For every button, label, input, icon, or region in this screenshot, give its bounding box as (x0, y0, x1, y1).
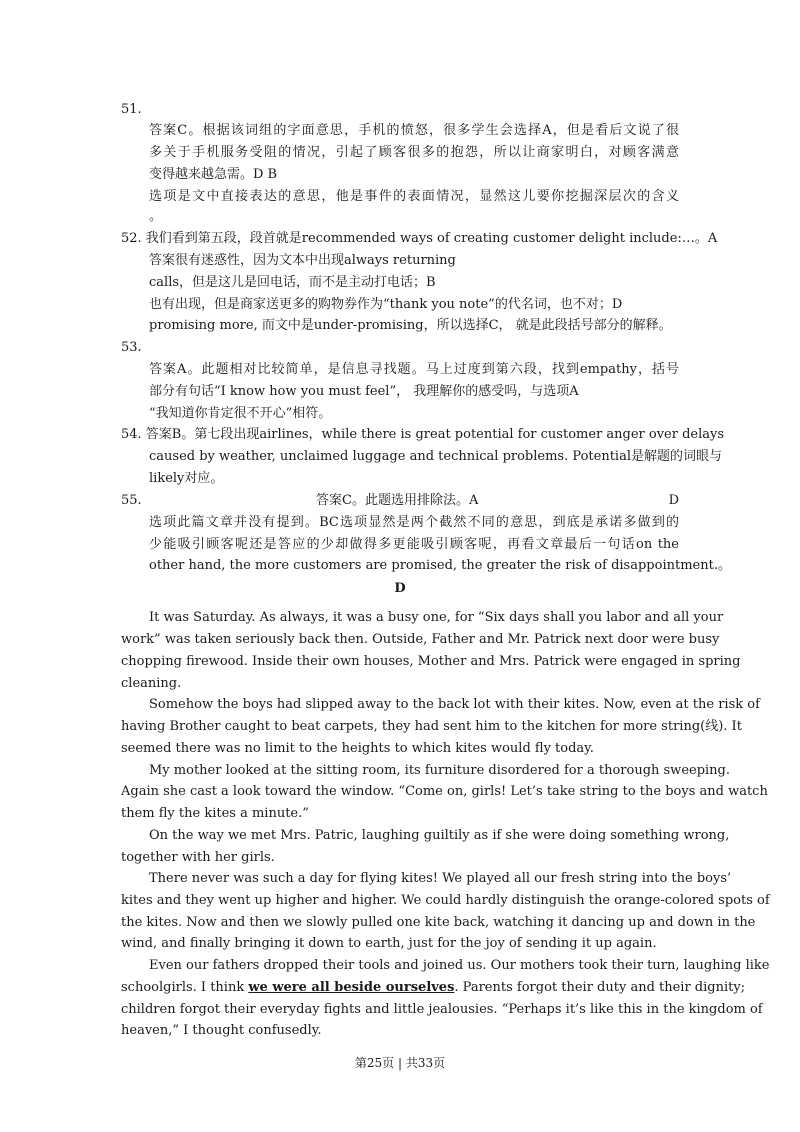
q52-line: 也有出现，但是商家送更多的购物券作为“thank you note”的代名词，也不对；D (149, 297, 623, 312)
q52-line: 52. 我们看到第五段，段首就是recommended ways of creating customer delight include:…。A (121, 231, 718, 246)
q51-line: 变得越来越急需。D B (149, 167, 278, 182)
underlined-phrase: we were all beside ourselves (248, 980, 455, 995)
passage-line: My mother looked at the sitting room, its furniture disordered for a thorough sweeping. (149, 763, 731, 778)
passage-line-with-phrase (121, 977, 746, 999)
passage-text: schoolgirls. I think (121, 980, 249, 995)
passage-line: cleaning. (121, 676, 182, 691)
q53-line: 部分有句话“I know how you must feel”， 我理解你的感受吗，与选项A (149, 384, 579, 399)
passage-line: On the way we met Mrs. Patric, laughing guiltily as if she were doing something wrong, (149, 828, 730, 843)
q54-line: caused by weather, unclaimed luggage and technical problems. Potential是解题的词眼与 (149, 449, 722, 464)
q51-line: 多关于手机服务受阻的情况，引起了顾客很多的抱怨，所以让商家明白，对顾客满意 (149, 145, 679, 160)
q54-line: 54. 答案B。第七段出现airlines，while there is great potential for customer anger over delays (121, 427, 725, 442)
passage-line: Even our fathers dropped their tools and joined us. Our mothers took their turn, laughing like (149, 958, 770, 973)
passage-line: work” was taken seriously back then. Outside, Father and Mr. Patrick next door were busy (121, 632, 720, 647)
passage-line: them fly the kites a minute.” (121, 806, 309, 821)
q51-line: 答案C。根据该词组的字面意思，手机的愤怒，很多学生会选择A，但是看后文说了很 (149, 123, 679, 138)
q54-line: likely对应。 (149, 471, 224, 486)
passage-line: There never was such a day for flying kites! We played all our fresh string into the boys’ (149, 871, 732, 886)
q52-line: promising more, 而文中是under-promising，所以选择C， 就是此段括号部分的解释。 (149, 318, 672, 333)
section-heading: D (394, 581, 406, 596)
passage-line: together with her girls. (121, 850, 275, 865)
q51-line: 选项是文中直接表达的意思，他是事件的表面情况，显然这儿要你挖掘深层次的含义 (149, 189, 679, 204)
passage-line: kites and they went up higher and higher. We could hardly distinguish the orange-colored spots of (121, 893, 770, 908)
q53-line: “我知道你肯定很不开心”相符。 (149, 406, 332, 421)
passage-line: Again she cast a look toward the window. “Come on, girls! Let’s take string to the boys and watch (121, 784, 768, 799)
page-number-footer: 第25页 | 共33页 (354, 1056, 446, 1070)
q52-line: 答案很有迷惑性，因为文本中出现always returning (149, 253, 456, 268)
q55-number: 55. (121, 493, 142, 508)
passage-line: the kites. Now and then we slowly pulled one kite back, watching it dancing up and down in the (121, 915, 756, 930)
q52-line: calls，但是这儿是回电话，而不是主动打电话；B (149, 275, 436, 290)
passage-line: heaven,” I thought confusedly. (121, 1023, 322, 1038)
q55-line: other hand, the more customers are promised, the greater the risk of disappointment.。 (149, 558, 731, 573)
q53-line: 答案A。此题相对比较简单，是信息寻找题。马上过度到第六段，找到empathy，括号 (149, 362, 679, 377)
q51-number: 51. (121, 102, 142, 117)
q55-line: 少能吸引顾客呢还是答应的少却做得多更能吸引顾客呢，再看文章最后一句话on the (149, 537, 679, 552)
q51-line: 。 (149, 209, 163, 224)
passage-line: wind, and finally bringing it down to earth, just for the joy of sending it up again. (121, 936, 657, 951)
passage-line: Somehow the boys had slipped away to the back lot with their kites. Now, even at the risk of (149, 697, 760, 712)
passage-line: having Brother caught to beat carpets, they had sent him to the kitchen for more string(线). It (121, 719, 742, 734)
q55-option-d: D (668, 493, 679, 508)
passage-line: It was Saturday. As always, it was a busy one, for “Six days shall you labor and all your (149, 610, 724, 625)
passage-line: seemed there was no limit to the heights to which kites would fly today. (121, 741, 594, 756)
passage-line: chopping firewood. Inside their own houses, Mother and Mrs. Patrick were engaged in spring (121, 654, 741, 669)
q53-number: 53. (121, 340, 142, 355)
q55-line: 选项此篇文章并没有提到。BC选项显然是两个截然不同的意思，到底是承诺多做到的 (149, 515, 679, 530)
q55-answer: 答案C。此题选用排除法。A (316, 493, 479, 508)
passage-text: . Parents forgot their duty and their dignity; (454, 980, 746, 995)
passage-line: children forgot their everyday fights and little jealousies. “Perhaps it’s like this in the kingdom of (121, 1002, 763, 1017)
